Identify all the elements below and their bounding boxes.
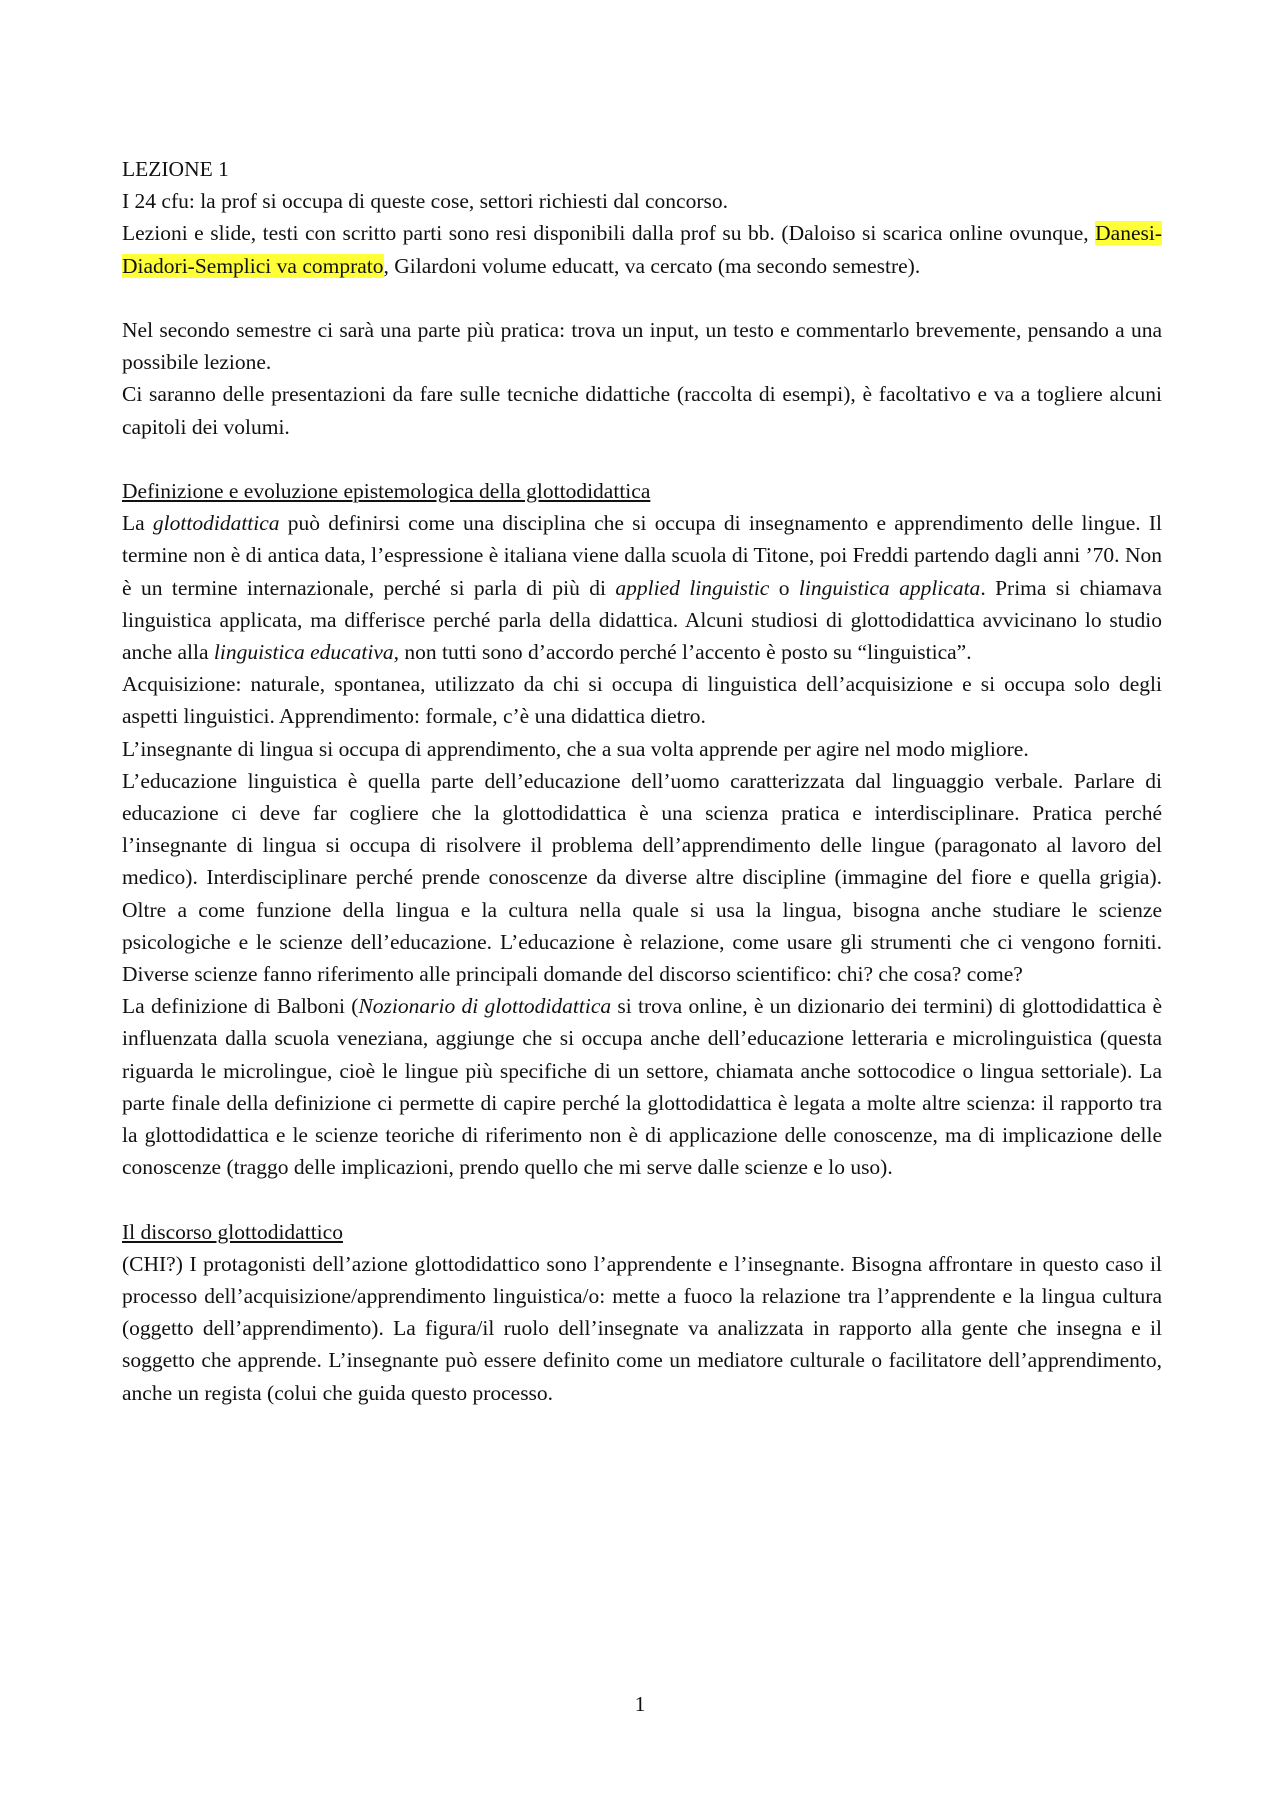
page-number: 1 bbox=[634, 1692, 646, 1716]
intro-paragraph-second-semester: Nel secondo semestre ci sarà una parte più pratica: trova un input, un testo e commentarlo brevemente, pensando a una possibile lezione. bbox=[122, 318, 1162, 375]
text-run: , non tutti sono d’accordo perché l’accento è posto su “linguistica”. bbox=[393, 640, 972, 665]
section-heading-discourse: Il discorso glottodidattico bbox=[122, 1219, 343, 1244]
italic-term: Nozionario di glottodidattica bbox=[358, 994, 612, 1019]
highlighted-text: Danesi-Diadori-Semplici va comprato bbox=[122, 221, 1162, 278]
teacher-paragraph: L’insegnante di lingua si occupa di apprendimento, che a sua volta apprende per agire nel modo migliore. bbox=[122, 736, 1029, 761]
section-heading-definition: Definizione e evoluzione epistemologica della glottodidattica bbox=[122, 479, 651, 503]
materials-text-end: , Gilardoni volume educatt, va cercato (ma secondo semestre). bbox=[383, 253, 921, 278]
intro-paragraph-materials bbox=[122, 217, 1162, 281]
definition-paragraph bbox=[122, 507, 1162, 668]
italic-term: applied linguistic bbox=[615, 575, 770, 600]
text-run: La definizione di Balboni ( bbox=[122, 994, 359, 1019]
document-page bbox=[122, 153, 1162, 1409]
materials-text-start: Lezioni e slide, testi con scritto parti sono resi disponibili dalla prof su bb. (Daloiso si scarica online ovunque, bbox=[122, 221, 1096, 246]
italic-term: glottodidattica bbox=[152, 511, 280, 536]
text-run: o bbox=[769, 575, 799, 600]
text-run: può definirsi come una disciplina che si occupa di insegnamento e apprendimento delle lingue. Il termine non è di antica data, l’espressione è italiana viene dalla scuola di Titone, poi Freddi partendo dagli anni ’70. Non è un termine internazionale, perché si parla di più di bbox=[122, 511, 1162, 600]
acquisition-paragraph: Acquisizione: naturale, spontanea, utilizzato da chi si occupa di linguistica dell’acquisizione e si occupa solo degli aspetti linguistici. Apprendimento: formale, c’è una didattica dietro. bbox=[122, 672, 1162, 729]
text-run: si trova online, è un dizionario dei termini) di glottodidattica è influenzata dalla scuola veneziana, aggiunge che si occupa anche dell’educazione letteraria e microlinguistica (questa riguarda le microlingue, cioè le lingue più specifiche di un settore, chiamata anche sottocodice o lingua settoriale). La parte finale della definizione ci permette di capire perché la glottodidattica è legata a molte altre scienza: il rapporto tra la glottodidattica e le scienze teoriche di riferimento non è di applicazione delle conoscenze, ma di implicazione delle conoscenze (traggo delle implicazioni, prendo quello che mi serve dalle scienze e lo uso). bbox=[122, 994, 1162, 1180]
text-run: La bbox=[122, 511, 153, 536]
balboni-paragraph bbox=[122, 990, 1162, 1183]
italic-term: linguistica educativa bbox=[213, 640, 394, 665]
blank-line bbox=[122, 443, 1162, 475]
intro-paragraph-presentations: Ci saranno delle presentazioni da fare sulle tecniche didattiche (raccolta di esempi), è facoltativo e va a togliere alcuni capitoli dei volumi. bbox=[122, 382, 1162, 439]
italic-term: linguistica applicata bbox=[798, 575, 981, 600]
blank-line bbox=[122, 1183, 1162, 1215]
protagonists-paragraph: (CHI?) I protagonisti dell’azione glottodidattico sono l’apprendente e l’insegnante. Bisogna affrontare in questo caso il processo dell’acquisizione/apprendimento linguistica/o: mette a fuoco la relazione tra l’apprendente e la lingua cultura (oggetto dell’apprendimento). La figura/il ruolo dell’insegnate va analizzata in rapporto alla gente che insegna e il soggetto che apprende. L’insegnante può essere definito come un mediatore culturale o facilitatore dell’apprendimento, anche un regista (colui che guida questo processo. bbox=[122, 1251, 1162, 1405]
intro-line-cfu: I 24 cfu: la prof si occupa di queste cose, settori richiesti dal concorso. bbox=[122, 189, 728, 214]
text-run: . Prima si chiamava linguistica applicata, ma differisce perché parla della didattica. Alcuni studiosi di glottodidattica avvicinano lo studio anche alla bbox=[122, 575, 1162, 665]
lesson-title: LEZIONE 1 bbox=[122, 157, 229, 181]
language-education-paragraph: L’educazione linguistica è quella parte dell’educazione dell’uomo caratterizzata dal linguaggio verbale. Parlare di educazione ci deve far cogliere che la glottodidattica è una scienza pratica e interdisciplinare. Pratica perché l’insegnante di lingua si occupa di risolvere il problema dell’apprendimento delle lingue (paragonato al lavoro del medico). Interdisciplinare perché prende conoscenze da diverse altre discipline (immagine del fiore e quella grigia). Oltre a come funzione della lingua e la cultura nella quale si usa la lingua, bisogna anche studiare le scienze psicologiche e le scienze dell’educazione. L’educazione è relazione, come usare gli strumenti che ci vengono forniti. Diverse scienze fanno riferimento alle principali domande del discorso scientifico: chi? che cosa? come? bbox=[122, 768, 1162, 987]
blank-line bbox=[122, 282, 1162, 314]
